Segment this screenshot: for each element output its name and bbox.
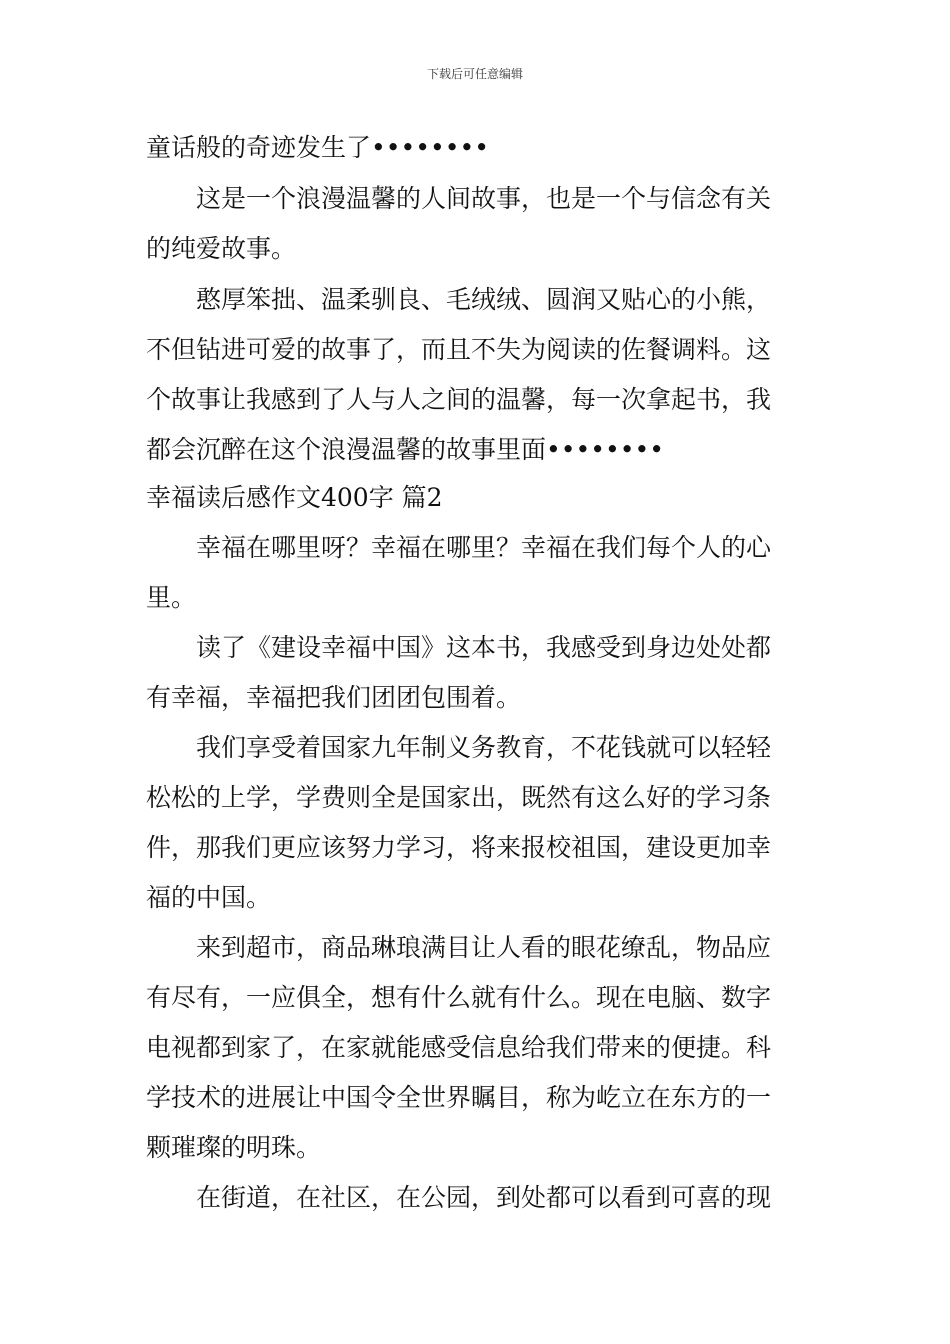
section-title: 幸福读后感作文400字 篇2 bbox=[146, 483, 443, 512]
page-header-note: 下载后可任意编辑 bbox=[426, 67, 523, 81]
text-line: 都会沉醉在这个浪漫温馨的故事里面•••••••• bbox=[146, 435, 664, 464]
text-line: 学技术的进展让中国令全世界瞩目，称为屹立在东方的一 bbox=[146, 1083, 772, 1112]
text-line: 里。 bbox=[146, 583, 197, 612]
text-line: 有幸福，幸福把我们团团包围着。 bbox=[146, 683, 522, 712]
paragraph-first-line: 这是一个浪漫温馨的人间故事，也是一个与信念有关 bbox=[196, 184, 772, 213]
paragraph-first-line: 读了《建设幸福中国》这本书，我感受到身边处处都 bbox=[196, 633, 772, 662]
text-line: 有尽有，一应俱全，想有什么就有什么。现在电脑、数字 bbox=[146, 983, 772, 1012]
text-line: 童话般的奇迹发生了•••••••• bbox=[146, 133, 489, 162]
text-line: 电视都到家了，在家就能感受信息给我们带来的便捷。科 bbox=[146, 1033, 772, 1062]
paragraph-first-line: 在街道，在社区，在公园，到处都可以看到可喜的现 bbox=[196, 1183, 772, 1212]
text-line: 福的中国。 bbox=[146, 883, 272, 912]
text-line: 件，那我们更应该努力学习，将来报校祖国，建设更加幸 bbox=[146, 833, 772, 862]
text-line: 的纯爱故事。 bbox=[146, 234, 297, 263]
paragraph-first-line: 我们享受着国家九年制义务教育，不花钱就可以轻轻 bbox=[196, 733, 772, 762]
paragraph-first-line: 来到超市，商品琳琅满目让人看的眼花缭乱，物品应 bbox=[196, 933, 772, 962]
text-line: 个故事让我感到了人与人之间的温馨，每一次拿起书，我 bbox=[146, 385, 772, 414]
text-line: 松松的上学，学费则全是国家出，既然有这么好的学习条 bbox=[146, 783, 772, 812]
text-line: 颗璀璨的明珠。 bbox=[146, 1133, 322, 1162]
text-line: 不但钻进可爱的故事了，而且不失为阅读的佐餐调料。这 bbox=[146, 335, 772, 364]
paragraph-first-line: 幸福在哪里呀？幸福在哪里？幸福在我们每个人的心 bbox=[196, 533, 772, 562]
paragraph-first-line: 憨厚笨拙、温柔驯良、毛绒绒、圆润又贴心的小熊， bbox=[196, 285, 772, 314]
